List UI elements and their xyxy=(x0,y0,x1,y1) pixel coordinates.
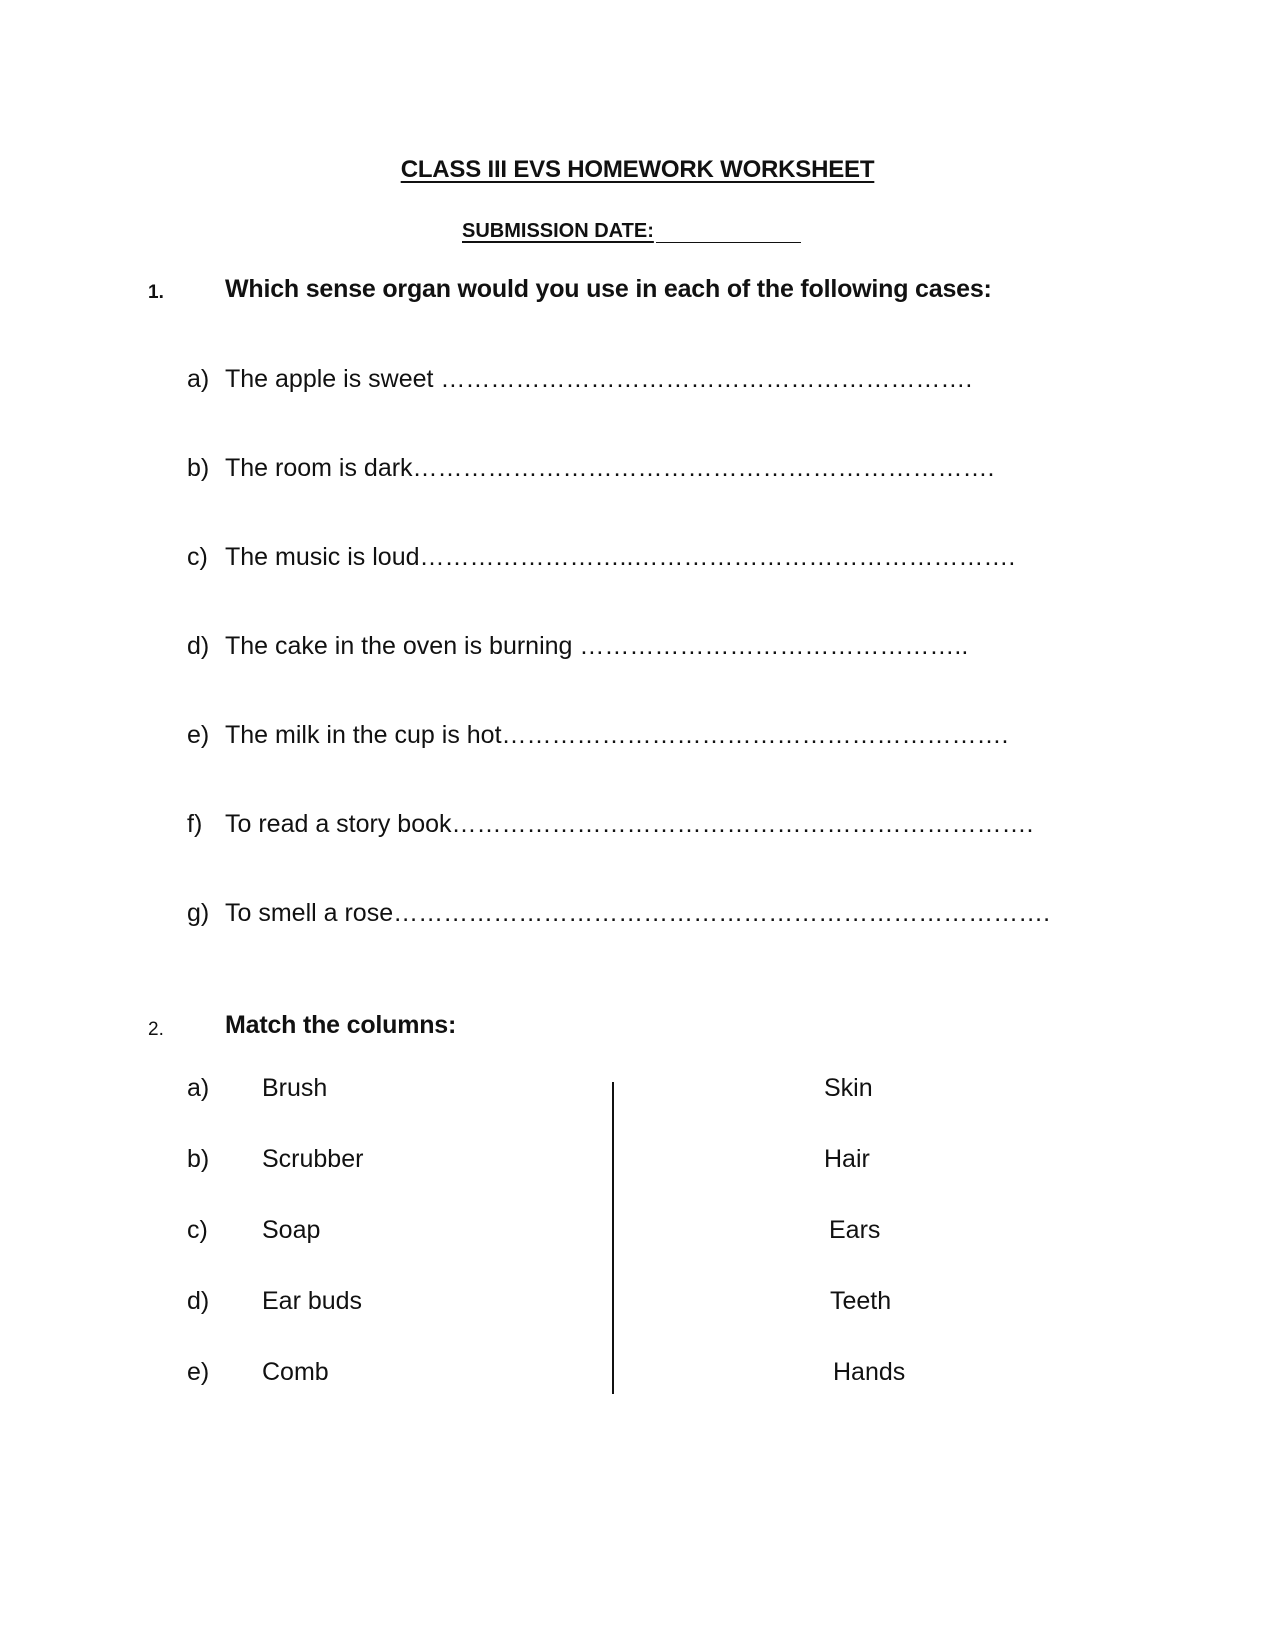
question-2-number: 2. xyxy=(148,1019,164,1040)
q1-item-mark: c) xyxy=(187,543,208,571)
match-left-item-e xyxy=(187,1358,329,1387)
q1-item-text: The room is dark……………………………………………………………. xyxy=(225,454,995,482)
match-left-item-d xyxy=(187,1287,362,1316)
match-left-mark: d) xyxy=(187,1287,210,1315)
q1-item-mark: b) xyxy=(187,454,210,482)
match-left-mark: b) xyxy=(187,1145,210,1173)
q1-item-e xyxy=(187,721,1008,750)
q1-item-mark: a) xyxy=(187,365,210,393)
q1-item-text: To smell a rose……………………………………………………………………. xyxy=(225,899,1051,927)
match-right-item: Teeth xyxy=(830,1287,892,1315)
question-2-text: Match the columns: xyxy=(225,1011,457,1039)
worksheet-title xyxy=(0,156,1275,184)
q1-item-c xyxy=(187,543,1015,572)
q1-item-mark: f) xyxy=(187,810,203,838)
match-left-mark: a) xyxy=(187,1074,210,1102)
q1-item-b xyxy=(187,454,995,483)
submission-date xyxy=(462,220,801,243)
q1-item-text: The cake in the oven is burning ……………………………………….. xyxy=(225,632,969,660)
submission-date-label: SUBMISSION DATE: xyxy=(462,220,654,242)
q1-item-text: The milk in the cup is hot……………………………………………………. xyxy=(225,721,1009,749)
q1-item-mark: d) xyxy=(187,632,210,660)
match-left-item-a xyxy=(187,1074,327,1103)
match-left-text: Soap xyxy=(262,1216,321,1244)
q1-item-text: To read a story book……………………………………………………………. xyxy=(225,810,1034,838)
q1-item-a xyxy=(187,365,972,394)
match-left-text: Comb xyxy=(262,1358,329,1386)
match-left-item-c xyxy=(187,1216,320,1245)
match-left-item-b xyxy=(187,1145,363,1174)
submission-date-blank xyxy=(656,220,801,243)
match-right-item: Ears xyxy=(829,1216,881,1244)
match-left-text: Ear buds xyxy=(262,1287,363,1315)
match-right-item: Hair xyxy=(824,1145,870,1173)
q1-item-text: The music is loud……………………..………………………………………. xyxy=(225,543,1016,571)
column-divider xyxy=(612,1082,614,1394)
match-left-mark: c) xyxy=(187,1216,208,1244)
match-right-item: Hands xyxy=(833,1358,906,1386)
question-1-text: Which sense organ would you use in each of the following cases: xyxy=(225,275,992,303)
worksheet-title-text: CLASS III EVS HOMEWORK WORKSHEET xyxy=(400,156,875,183)
q1-item-text: The apple is sweet ………………………………………………………. xyxy=(225,365,973,393)
match-left-text: Scrubber xyxy=(262,1145,364,1173)
match-right-item: Skin xyxy=(824,1074,873,1102)
q1-item-mark: e) xyxy=(187,721,210,749)
q1-item-d xyxy=(187,632,968,661)
q1-item-g xyxy=(187,899,1050,928)
match-left-mark: e) xyxy=(187,1358,210,1386)
match-left-text: Brush xyxy=(262,1074,328,1102)
question-1-number: 1. xyxy=(148,282,164,303)
q1-item-mark: g) xyxy=(187,899,210,927)
q1-item-f xyxy=(187,810,1033,839)
